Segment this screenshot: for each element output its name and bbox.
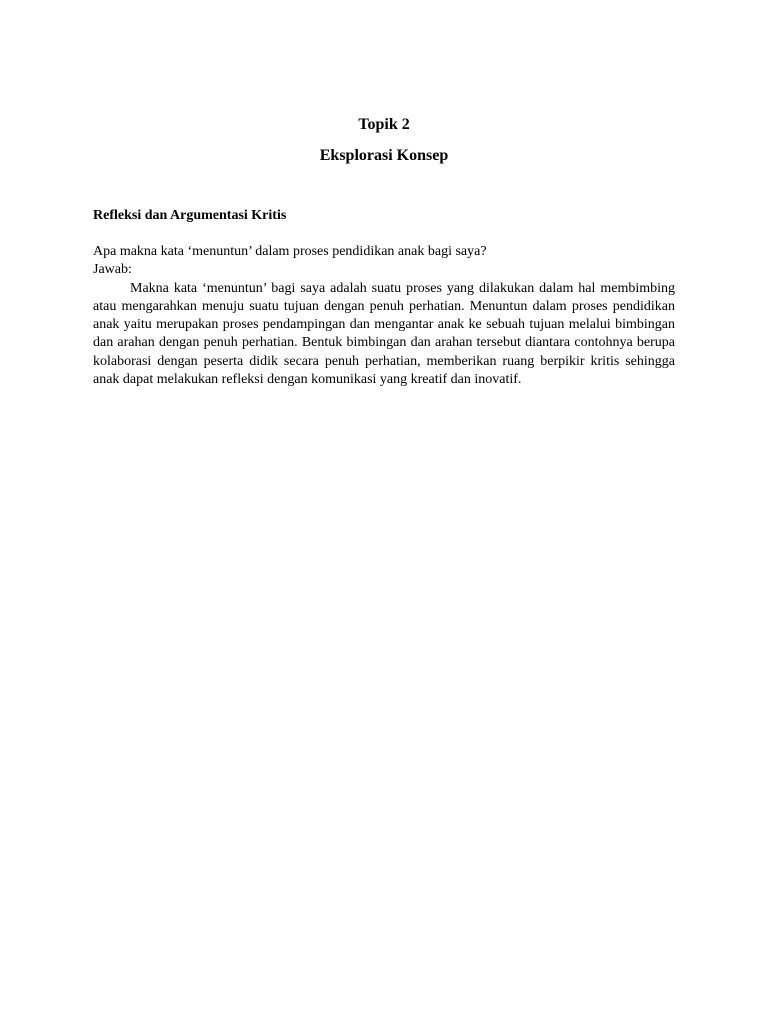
question-text: Apa makna kata ‘menuntun’ dalam proses pendidikan anak bagi saya?	[93, 244, 487, 259]
page-subtitle: Eksplorasi Konsep	[319, 147, 449, 164]
section-heading: Refleksi dan Argumentasi Kritis	[93, 208, 287, 223]
answer-label: Jawab:	[93, 262, 132, 278]
page-title: Topik 2	[358, 116, 410, 133]
document-body	[93, 243, 675, 389]
answer-paragraph: Makna kata ‘menuntun’ bagi saya adalah suatu proses yang dilakukan dalam hal membimbing atau mengarahkan menuju suatu tujuan dengan penuh perhatian. Menuntun dalam proses pendidikan anak yaitu merupakan proses pendampingan dan mengantar anak ke sebuah tujuan melalui bimbingan dan arahan dengan penuh perhatian. Bentuk bimbingan dan arahan tersebut diantara contohnya berupa kolaborasi dengan peserta didik secara penuh perhatian, memberikan ruang berpikir kritis sehingga anak dapat melakukan refleksi dengan komunikasi yang kreatif dan inovatif.	[93, 280, 675, 388]
